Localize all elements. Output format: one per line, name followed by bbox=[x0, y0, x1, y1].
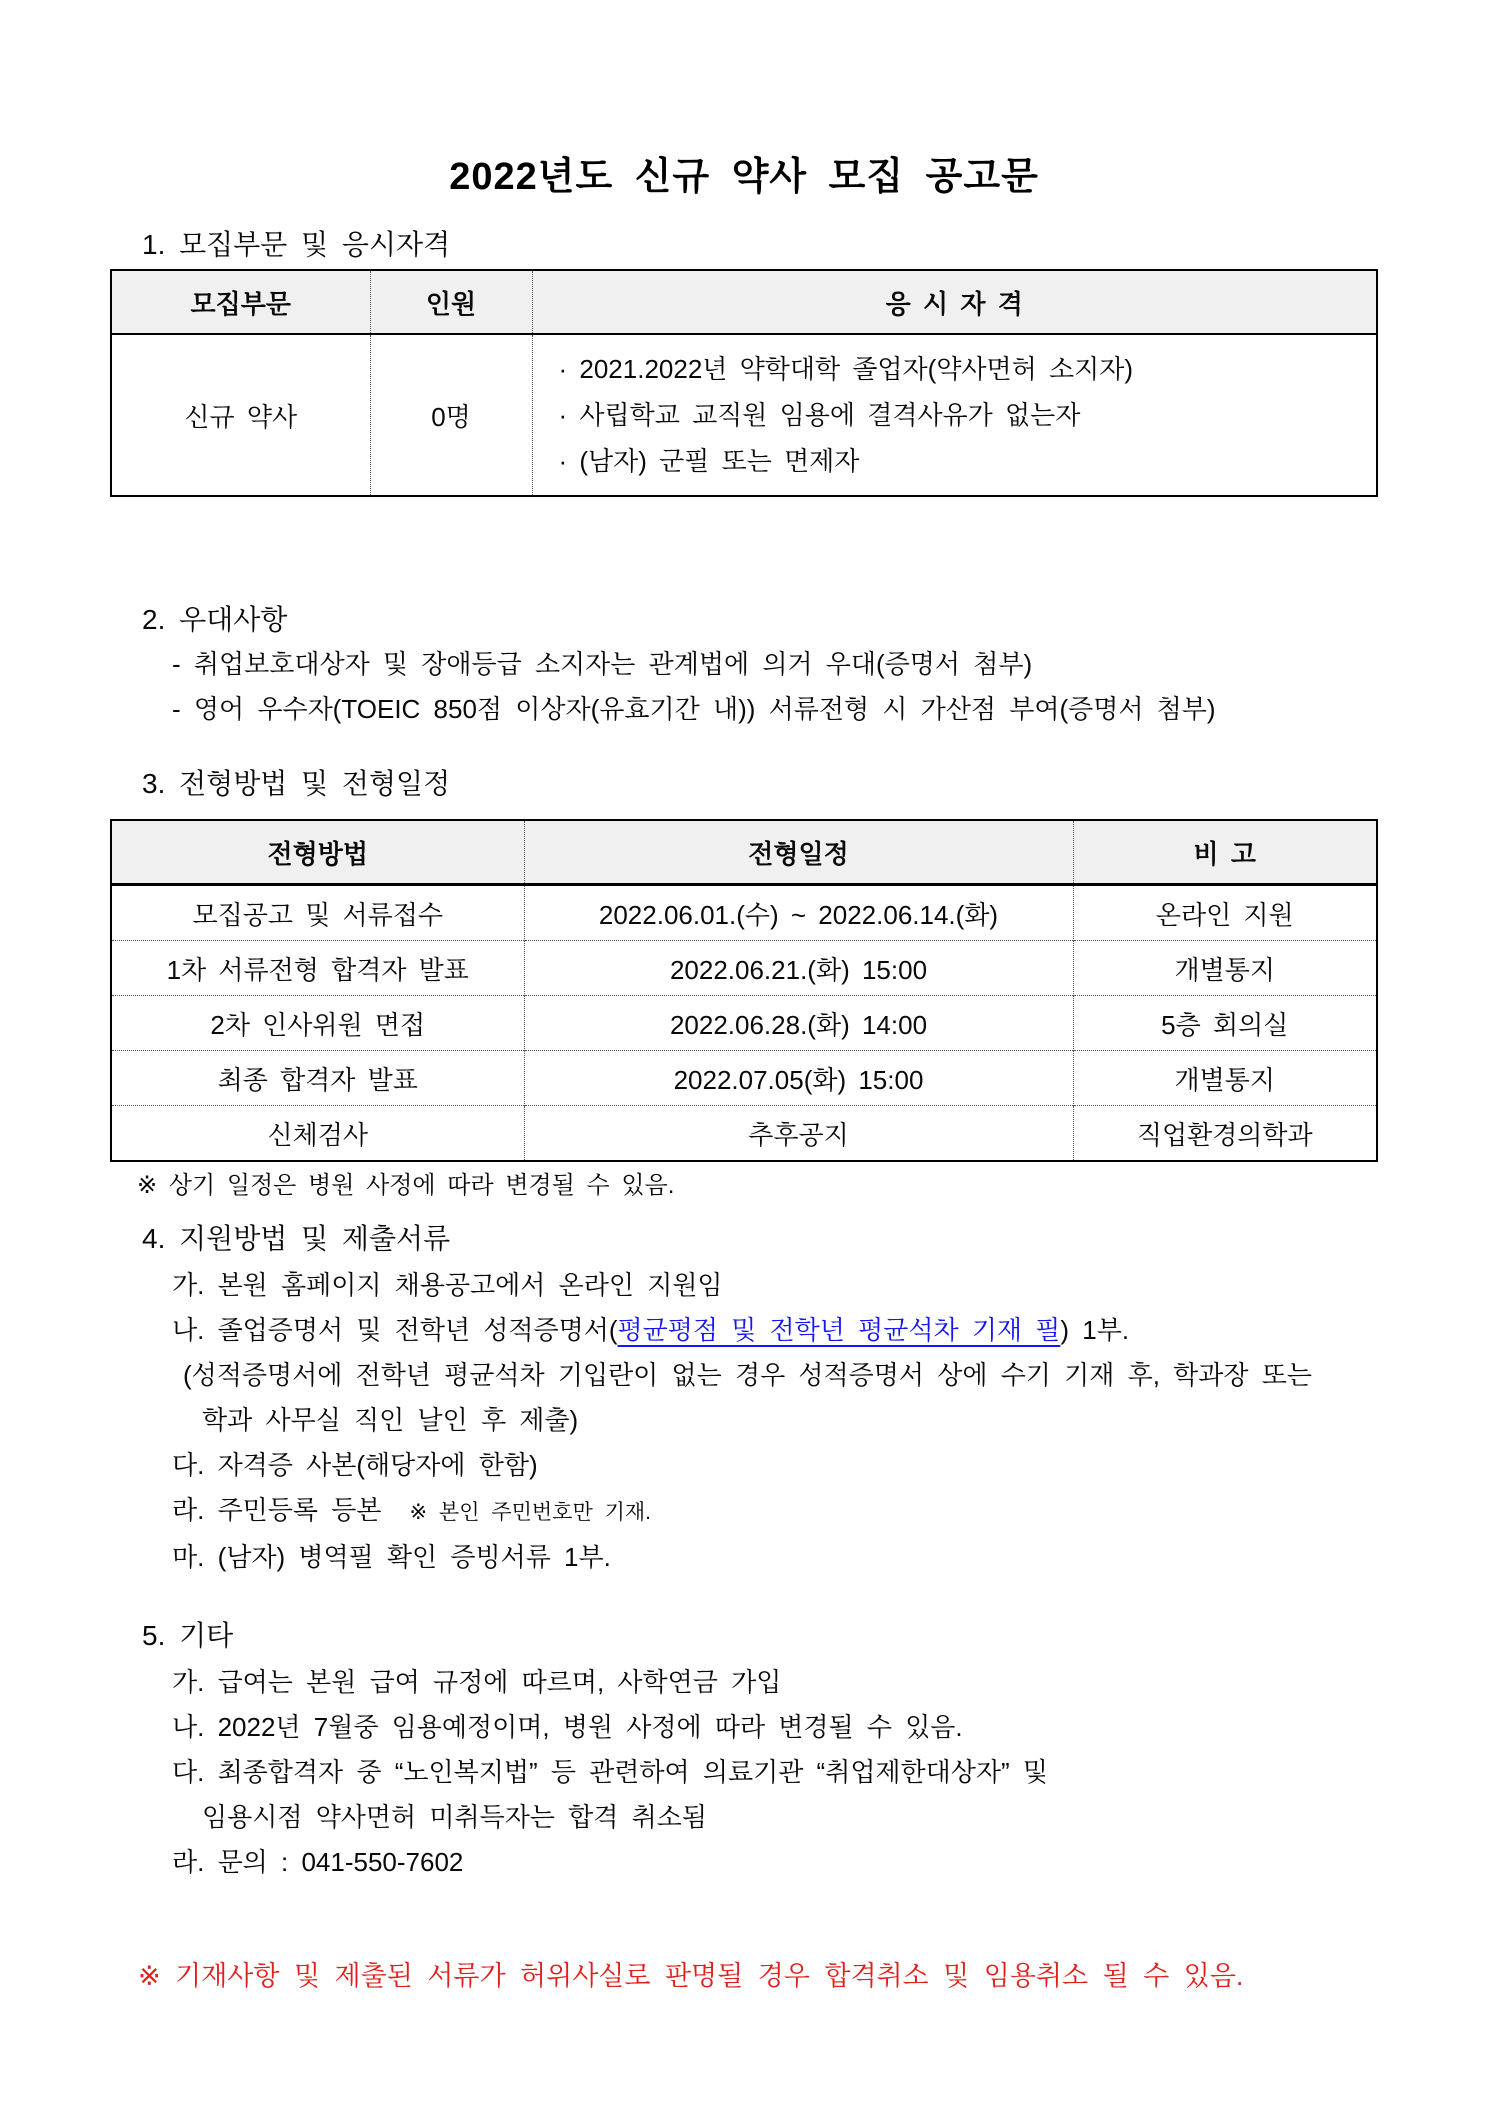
section-3-heading: 3. 전형방법 및 전형일정 bbox=[142, 768, 451, 799]
section-2-heading: 2. 우대사항 bbox=[142, 604, 288, 635]
etc-item-da: 다. 최종합격자 중 “노인복지법” 등 관련하여 의료기관 “취업제한대상자” 및 bbox=[172, 1757, 1049, 1787]
etc-item-na: 나. 2022년 7월중 임용예정이며, 병원 사정에 따라 변경될 수 있음. bbox=[172, 1712, 963, 1742]
apply-item-na-suffix: ) 1부. bbox=[1060, 1315, 1130, 1345]
schedule-date-cell: 2022.06.21.(화) 15:00 bbox=[524, 941, 1073, 996]
apply-item-ma: 마. (남자) 병역필 확인 증빙서류 1부. bbox=[172, 1542, 611, 1572]
page-title: 2022년도 신규 약사 모집 공고문 bbox=[449, 156, 1039, 198]
schedule-date-cell: 2022.06.01.(수) ~ 2022.06.14.(화) bbox=[524, 885, 1073, 941]
recruit-part-cell: 신규 약사 bbox=[111, 334, 370, 496]
schedule-table-row bbox=[111, 1106, 1377, 1162]
etc-item-ra-contact: 라. 문의 : 041-550-7602 bbox=[172, 1847, 464, 1877]
schedule-method-cell: 신체검사 bbox=[111, 1106, 524, 1162]
schedule-change-note: ※ 상기 일정은 병원 사정에 따라 변경될 수 있음. bbox=[137, 1172, 675, 1199]
schedule-table-row bbox=[111, 1051, 1377, 1106]
schedule-method-cell: 최종 합격자 발표 bbox=[111, 1051, 524, 1106]
schedule-col-remark-header: 비 고 bbox=[1073, 820, 1377, 885]
recruit-count-cell: 0명 bbox=[370, 334, 532, 496]
schedule-method-cell: 2차 인사위원 면접 bbox=[111, 996, 524, 1051]
recruit-table-row bbox=[111, 334, 1377, 496]
schedule-date-cell: 2022.06.28.(화) 14:00 bbox=[524, 996, 1073, 1051]
recruit-qualification-cell bbox=[532, 334, 1377, 496]
schedule-table-header-row bbox=[111, 820, 1377, 885]
schedule-table bbox=[110, 819, 1378, 1162]
section-1-heading: 1. 모집부문 및 응시자격 bbox=[142, 229, 451, 260]
recruit-col-part-header: 모집부문 bbox=[111, 270, 370, 334]
recruit-table-header-row bbox=[111, 270, 1377, 334]
qualification-line: · 2021.2022년 약학대학 졸업자(약사면허 소지자) bbox=[558, 354, 1134, 384]
section-5-heading: 5. 기타 bbox=[142, 1620, 234, 1651]
schedule-date-cell: 추후공지 bbox=[524, 1106, 1073, 1162]
schedule-table-row bbox=[111, 996, 1377, 1051]
schedule-table-row bbox=[111, 941, 1377, 996]
schedule-remark-cell: 5층 회의실 bbox=[1073, 996, 1377, 1051]
schedule-table-row bbox=[111, 885, 1377, 941]
preference-item: - 영어 우수자(TOEIC 850점 이상자(유효기간 내)) 서류전형 시 가산점 부여(증명서 첨부) bbox=[172, 694, 1216, 724]
section-4-heading: 4. 지원방법 및 제출서류 bbox=[142, 1223, 451, 1254]
apply-item-ra bbox=[172, 1488, 1378, 1535]
section-4-list bbox=[172, 1263, 1378, 1580]
etc-item-da-continuation: 임용시점 약사면허 미취득자는 합격 취소됨 bbox=[202, 1802, 707, 1832]
schedule-col-date-header: 전형일정 bbox=[524, 820, 1073, 885]
recruit-table bbox=[110, 269, 1378, 497]
etc-item-ga: 가. 급여는 본원 급여 규정에 따르며, 사학연금 가입 bbox=[172, 1667, 782, 1697]
apply-item-ra-label: 라. 주민등록 등본 bbox=[172, 1495, 382, 1525]
apply-item-na-continuation: (성적증명서에 전학년 평균석차 기입란이 없는 경우 성적증명서 상에 수기 기재 후, 학과장 또는 bbox=[183, 1360, 1312, 1390]
transcript-requirement-link: 평균평점 및 전학년 평균석차 기재 필 bbox=[617, 1315, 1061, 1345]
recruit-col-qualification-header: 응 시 자 격 bbox=[532, 270, 1377, 334]
section-2-list bbox=[172, 642, 1378, 732]
schedule-date-cell: 2022.07.05(화) 15:00 bbox=[524, 1051, 1073, 1106]
schedule-remark-cell: 개별통지 bbox=[1073, 941, 1377, 996]
apply-item-na bbox=[172, 1308, 1378, 1353]
schedule-remark-cell: 온라인 지원 bbox=[1073, 885, 1377, 941]
schedule-remark-cell: 직업환경의학과 bbox=[1073, 1106, 1377, 1162]
apply-item-ga: 가. 본원 홈페이지 채용공고에서 온라인 지원임 bbox=[172, 1270, 723, 1300]
schedule-method-cell: 1차 서류전형 합격자 발표 bbox=[111, 941, 524, 996]
preference-item: - 취업보호대상자 및 장애등급 소지자는 관계법에 의거 우대(증명서 첨부) bbox=[172, 649, 1033, 679]
apply-item-da: 다. 자격증 사본(해당자에 한함) bbox=[172, 1450, 538, 1480]
resident-number-note: ※ 본인 주민번호만 기재. bbox=[409, 1501, 651, 1524]
qualification-line: · 사립학교 교직원 임용에 결격사유가 없는자 bbox=[558, 400, 1081, 430]
recruit-col-count-header: 인원 bbox=[370, 270, 532, 334]
qualification-line: · (남자) 군필 또는 면제자 bbox=[558, 446, 860, 476]
falsehood-warning-note: ※ 기재사항 및 제출된 서류가 허위사실로 판명될 경우 합격취소 및 임용취소 될 수 있음. bbox=[138, 1961, 1244, 1991]
section-5-list bbox=[172, 1660, 1378, 1885]
schedule-method-cell: 모집공고 및 서류접수 bbox=[111, 885, 524, 941]
schedule-remark-cell: 개별통지 bbox=[1073, 1051, 1377, 1106]
apply-item-na-prefix: 나. 졸업증명서 및 전학년 성적증명서( bbox=[172, 1315, 618, 1345]
apply-item-na-continuation: 학과 사무실 직인 날인 후 제출) bbox=[202, 1405, 579, 1435]
schedule-col-method-header: 전형방법 bbox=[111, 820, 524, 885]
